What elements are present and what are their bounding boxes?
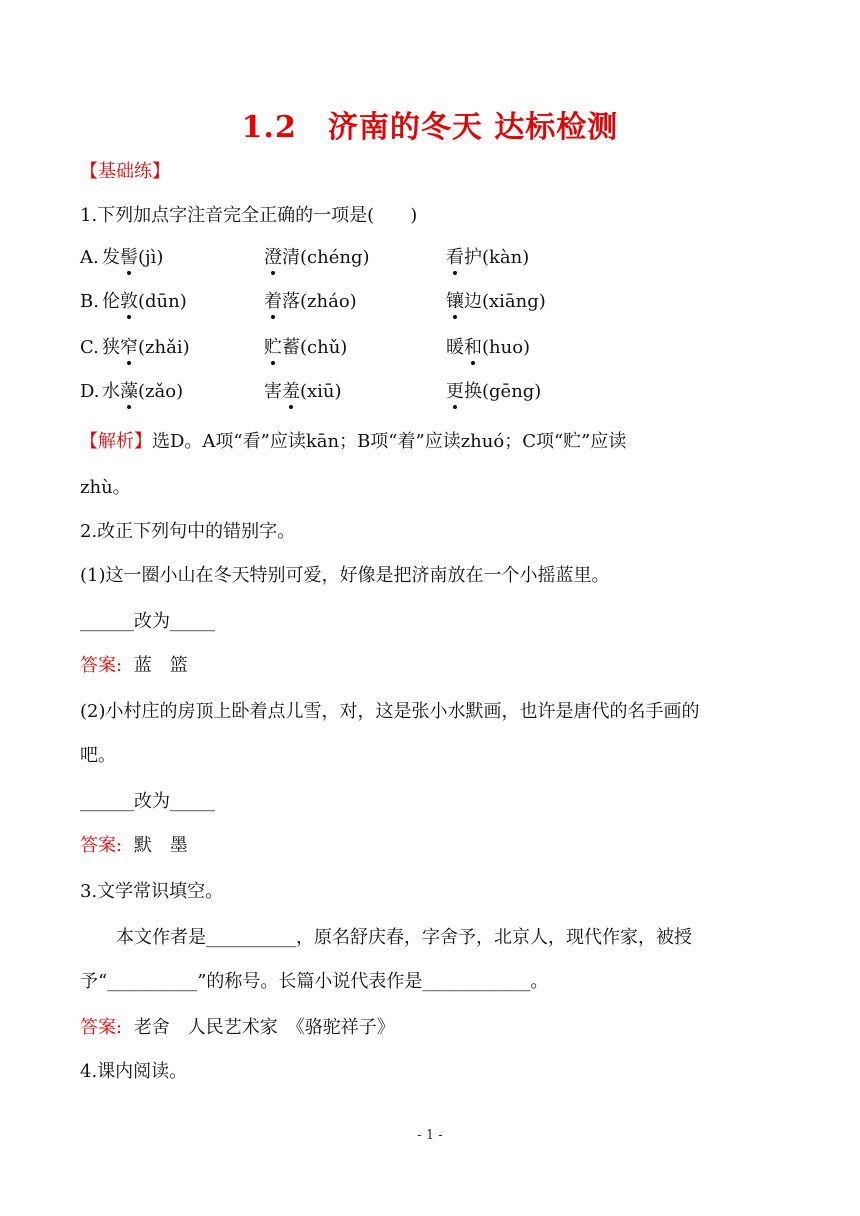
word-prefix: 害 [264, 381, 282, 402]
answer-text: 老舍 人民艺术家 《骆驼祥子》 [133, 1017, 395, 1038]
option-word [446, 336, 530, 360]
word-suffix-pinyin: (zǎo) [138, 381, 184, 402]
option-letter: C. [80, 337, 99, 358]
word-suffix-pinyin: 换(gēng) [464, 381, 542, 402]
option-word [102, 246, 163, 270]
dotted-character: 镶 [446, 291, 464, 312]
answer-text: 蓝 篮 [133, 655, 188, 676]
answer-text: 默 墨 [133, 835, 188, 856]
word-suffix-pinyin: (huo) [482, 337, 531, 358]
dotted-character: 贮 [264, 337, 282, 358]
question-2-answer-1 [80, 654, 188, 678]
dotted-character: 澄 [264, 247, 282, 268]
word-suffix-pinyin: (jì) [138, 247, 164, 268]
answer-label: 答案: [80, 1017, 123, 1038]
option-word [264, 336, 347, 360]
word-prefix: 狭 [102, 337, 120, 358]
word-suffix-pinyin: (zhǎi) [138, 337, 190, 358]
dotted-character: 着 [264, 291, 282, 312]
option-word [446, 246, 529, 270]
word-prefix: 伦 [102, 291, 120, 312]
option-word [102, 290, 187, 314]
section-heading [80, 160, 170, 184]
section-label: 【基础练】 [80, 161, 170, 182]
question-1-analysis [80, 430, 626, 454]
question-3-stem: 3.文学常识填空。 [80, 881, 224, 902]
dotted-character: 羞 [282, 381, 300, 402]
word-suffix-pinyin: 蓄(chǔ) [282, 337, 348, 358]
option-word [102, 336, 190, 360]
option-word [446, 380, 541, 404]
word-suffix-pinyin: 落(zháo) [282, 291, 357, 312]
page-title: 1.2 济南的冬天 达标检测 [241, 110, 619, 145]
question-2-sentence-2-cont: 吧。 [80, 745, 116, 766]
question-2-blank-1: ______改为_____ [80, 611, 215, 632]
answer-label: 答案: [80, 835, 123, 856]
question-3-line-2: 予“__________”的称号。长篇小说代表作是____________。 [80, 971, 549, 992]
option-word [446, 290, 546, 314]
answer-label: 答案: [80, 655, 123, 676]
word-prefix: 水 [102, 381, 120, 402]
page-number: - 1 - [417, 1128, 443, 1143]
question-2-sentence-2: (2)小村庄的房顶上卧着点儿雪，对，这是张小水默画，也许是唐代的名手画的 [80, 701, 700, 722]
option-word [264, 246, 370, 270]
word-suffix-pinyin: 边(xiāng) [464, 291, 546, 312]
question-2-stem: 2.改正下列句中的错别字。 [80, 521, 296, 542]
question-1-stem: 1.下列加点字注音完全正确的一项是( ) [80, 205, 418, 226]
dotted-character: 更 [446, 381, 464, 402]
option-word [264, 290, 357, 314]
question-1-analysis-cont: zhù。 [80, 477, 131, 498]
word-prefix: 暖 [446, 337, 464, 358]
dotted-character: 看 [446, 247, 464, 268]
option-word [264, 380, 342, 404]
question-4-stem: 4.课内阅读。 [80, 1061, 188, 1082]
question-3-answer [80, 1016, 395, 1040]
question-2-blank-2: ______改为_____ [80, 791, 215, 812]
analysis-text: 选D。A项“看”应读kān；B项“着”应读zhuó；C项“贮”应读 [152, 431, 627, 452]
word-suffix-pinyin: 护(kàn) [464, 247, 530, 268]
option-letter: B. [80, 291, 99, 312]
word-suffix-pinyin: (dūn) [138, 291, 187, 312]
question-3-line-1: 本文作者是__________，原名舒庆春，字舍予，北京人，现代作家，被授 [116, 927, 692, 948]
word-suffix-pinyin: 清(chéng) [282, 247, 370, 268]
option-letter: A. [80, 247, 99, 268]
question-2-sentence-1: (1)这一圈小山在冬天特别可爱，好像是把济南放在一个小摇蓝里。 [80, 565, 610, 586]
dotted-character: 窄 [120, 337, 138, 358]
dotted-character: 和 [464, 337, 482, 358]
option-word [102, 380, 183, 404]
word-prefix: 发 [102, 247, 120, 268]
dotted-character: 藻 [120, 381, 138, 402]
option-letter: D. [80, 381, 100, 402]
word-suffix-pinyin: (xiū) [300, 381, 342, 402]
dotted-character: 髻 [120, 247, 138, 268]
dotted-character: 敦 [120, 291, 138, 312]
analysis-label: 【解析】 [80, 431, 152, 452]
question-2-answer-2 [80, 834, 188, 858]
